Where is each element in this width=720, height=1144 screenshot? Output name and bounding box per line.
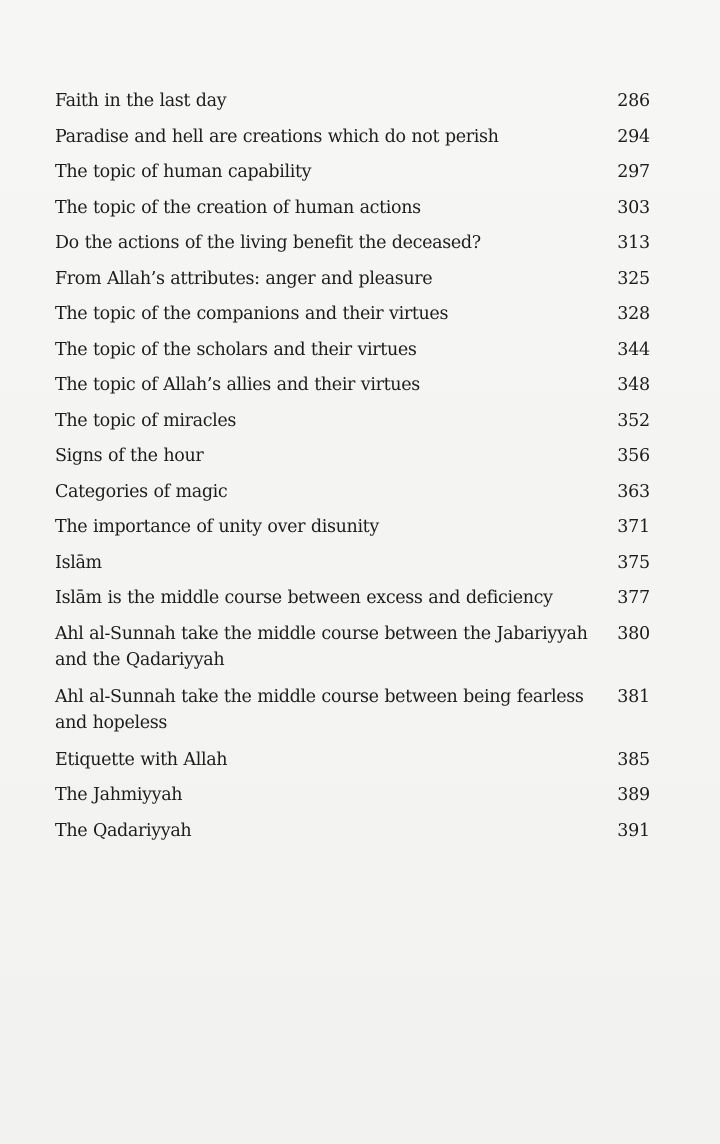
toc-entry-title: Ahl al-Sunnah take the middle course between the Jabariyyah and the Qadariyyah bbox=[55, 623, 588, 670]
toc-entry-page: 363 bbox=[617, 481, 650, 502]
toc-entry-title: Categories of magic bbox=[55, 481, 228, 502]
toc-entry-title: The topic of Allah’s allies and their virtues bbox=[55, 375, 420, 395]
toc-entry-title: The topic of miracles bbox=[55, 410, 237, 431]
toc-entry bbox=[55, 514, 650, 540]
toc-entry bbox=[55, 621, 650, 673]
toc-entry-page: 391 bbox=[617, 820, 650, 841]
toc-entry bbox=[55, 230, 650, 256]
toc-entry-page: 348 bbox=[617, 375, 650, 395]
toc-entry-page: 377 bbox=[617, 588, 650, 608]
toc-entry-page: 303 bbox=[617, 197, 650, 218]
toc-entry bbox=[55, 301, 650, 327]
toc-entry-page: 389 bbox=[617, 785, 650, 805]
toc-entry-title: The Qadariyyah bbox=[55, 820, 192, 841]
toc-entry-title: The Jahmiyyah bbox=[55, 785, 183, 805]
toc-entry-page: 313 bbox=[617, 233, 650, 253]
toc-entry bbox=[55, 818, 650, 844]
toc-entry-page: 328 bbox=[617, 304, 650, 324]
toc-entry-title: The topic of human capability bbox=[55, 162, 312, 182]
table-of-contents bbox=[55, 88, 650, 853]
toc-entry-title: The importance of unity over disunity bbox=[55, 517, 379, 537]
toc-entry-page: 294 bbox=[617, 126, 650, 147]
toc-entry-title: Faith in the last day bbox=[55, 91, 227, 111]
toc-entry-page: 375 bbox=[617, 552, 650, 573]
toc-entry-title: Do the actions of the living benefit the deceased? bbox=[55, 233, 481, 253]
toc-entry bbox=[55, 747, 650, 773]
toc-entry-title: Islām is the middle course between excess and deficiency bbox=[55, 588, 553, 608]
toc-entry bbox=[55, 195, 650, 221]
toc-entry-page: 371 bbox=[617, 517, 650, 537]
toc-entry bbox=[55, 585, 650, 611]
toc-entry bbox=[55, 337, 650, 363]
toc-entry-title: Islām bbox=[55, 552, 102, 573]
toc-entry bbox=[55, 124, 650, 150]
toc-entry-page: 344 bbox=[617, 339, 650, 360]
toc-entry-page: 286 bbox=[617, 91, 650, 111]
toc-entry-page: 356 bbox=[617, 446, 650, 466]
toc-entry-title: Signs of the hour bbox=[55, 446, 204, 466]
toc-entry bbox=[55, 782, 650, 808]
toc-entry-title: Ahl al-Sunnah take the middle course between being fearless and hopeless bbox=[55, 686, 584, 733]
toc-entry-page: 297 bbox=[617, 162, 650, 182]
toc-entry-page: 385 bbox=[617, 749, 650, 770]
toc-entry-title: From Allah’s attributes: anger and pleasure bbox=[55, 268, 433, 289]
toc-entry bbox=[55, 684, 650, 736]
toc-entry bbox=[55, 479, 650, 505]
toc-entry bbox=[55, 159, 650, 185]
toc-entry-page: 381 bbox=[617, 686, 650, 707]
toc-entry-page: 380 bbox=[617, 623, 650, 644]
toc-entry bbox=[55, 372, 650, 398]
toc-entry-title: Paradise and hell are creations which do not perish bbox=[55, 126, 499, 147]
toc-entry-page: 352 bbox=[617, 410, 650, 431]
toc-entry-title: The topic of the companions and their virtues bbox=[55, 304, 449, 324]
toc-entry bbox=[55, 550, 650, 576]
toc-entry bbox=[55, 443, 650, 469]
toc-entry-page: 325 bbox=[617, 268, 650, 289]
toc-entry-title: The topic of the scholars and their virtues bbox=[55, 339, 417, 360]
toc-entry-title: The topic of the creation of human actions bbox=[55, 197, 421, 218]
toc-entry bbox=[55, 408, 650, 434]
toc-entry-title: Etiquette with Allah bbox=[55, 749, 228, 770]
toc-entry bbox=[55, 88, 650, 114]
toc-entry bbox=[55, 266, 650, 292]
